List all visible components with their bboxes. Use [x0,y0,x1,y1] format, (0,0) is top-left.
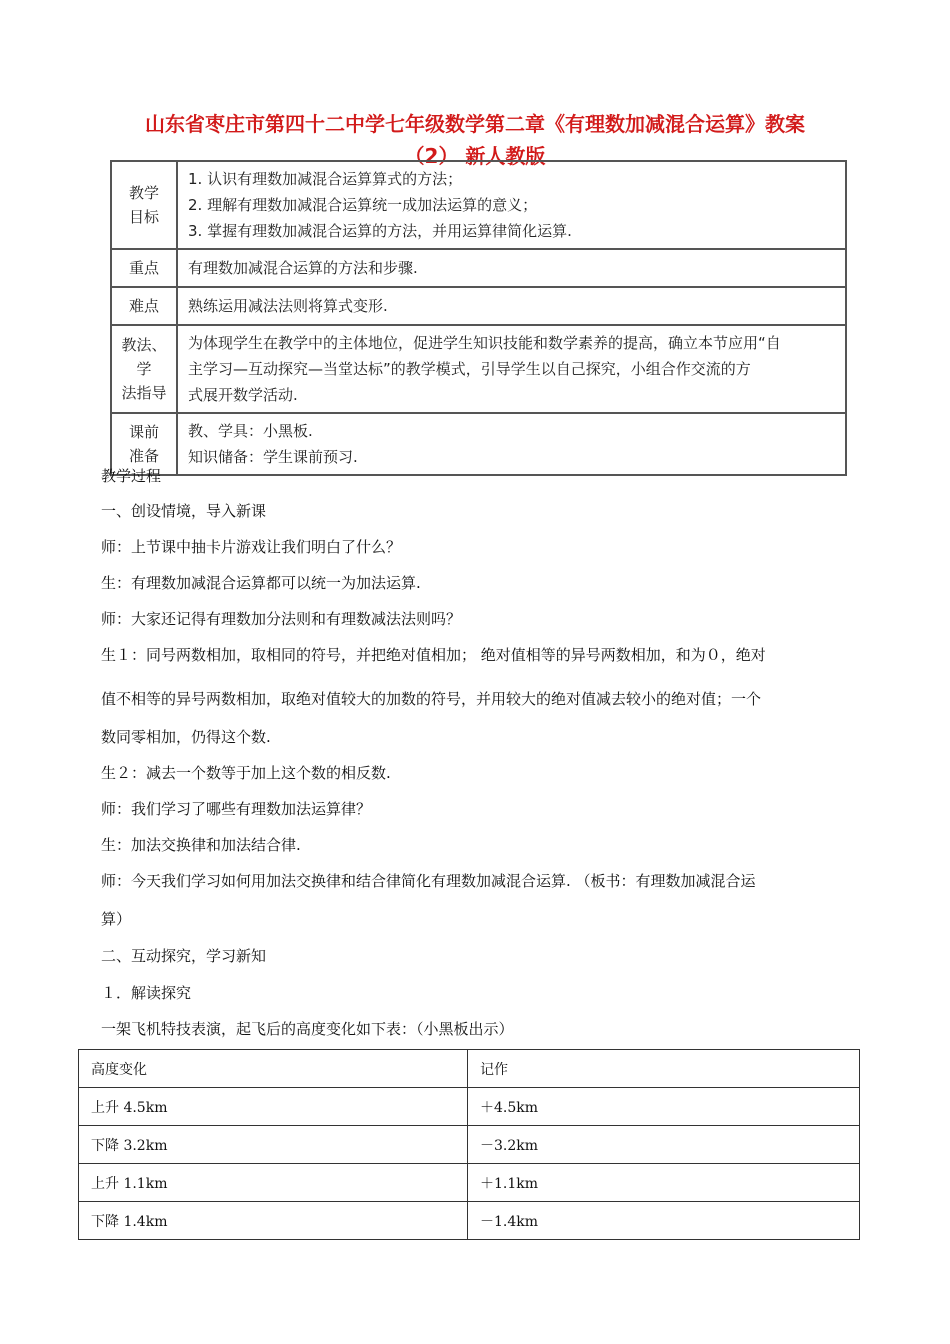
plan-row-label [111,325,177,413]
body-paragraph [101,727,861,747]
paragraph-text: 师：上节课中抽卡片游戏让我们明白了什么？ [101,538,402,556]
body-paragraph [101,645,861,665]
altitude-change-table [78,1049,860,1240]
plan-label-line: 准备 [128,447,159,465]
plan-content-line: 为体现学生在教学中的主体地位，促进学生知识技能和数学素养的提高，确立本节应用“自 [188,334,781,352]
table-header-row [79,1050,860,1088]
body-paragraph [101,946,861,966]
paragraph-text: 教学过程 [101,467,162,485]
body-paragraph [101,983,861,1003]
table-row [79,1202,860,1240]
table-cell: －1.4km [468,1202,860,1240]
paragraph-text: 生：有理数加减混合运算都可以统一为加法运算. [101,574,421,592]
plan-content-line: 知识储备：学生课前预习. [188,448,358,466]
title-line-2: （2） 新人教版 [404,144,546,168]
title-line-1: 山东省枣庄市第四十二中学七年级数学第二章《有理数加减混合运算》教案 [145,112,805,136]
plan-label-line: 教法、学 [121,336,167,378]
table-cell: 下降 3.2km [79,1126,468,1164]
table-row [79,1126,860,1164]
body-paragraph [101,1019,861,1039]
table-cell: 上升 1.1km [79,1164,468,1202]
plan-row-content [177,249,846,287]
plan-label-line: 重点 [128,259,159,277]
plan-row [111,325,846,413]
paragraph-text: 一、创设情境，导入新课 [101,502,267,520]
paragraph-text: 算） [101,910,132,928]
plan-content-line: 3. 掌握有理数加减混合运算的方法，并用运算律简化运算. [188,222,572,240]
body-paragraph [101,537,861,557]
plan-label-line: 目标 [128,208,159,226]
table-row [79,1164,860,1202]
plan-label-line: 教学 [128,184,159,202]
body-paragraph [101,909,861,929]
table-cell: 上升 4.5km [79,1088,468,1126]
body-paragraph [101,501,861,521]
plan-row-label [111,161,177,249]
plan-row-content [177,325,846,413]
body-paragraph [101,689,861,709]
paragraph-text: １．解读探究 [101,984,192,1002]
table-cell: ＋4.5km [468,1088,860,1126]
plan-label-line: 法指导 [121,384,167,402]
paragraph-text: 一架飞机特技表演，起飞后的高度变化如下表：（小黑板出示） [101,1020,514,1038]
plan-row-content [177,161,846,249]
paragraph-text: 生２：减去一个数等于加上这个数的相反数. [101,764,391,782]
plan-row [111,161,846,249]
table-row [79,1088,860,1126]
plan-row-content [177,287,846,325]
paragraph-text: 数同零相加，仍得这个数. [101,728,271,746]
plan-content-line: 有理数加减混合运算的方法和步骤. [188,259,418,277]
plan-content-line: 1. 认识有理数加减混合运算算式的方法； [188,170,463,188]
paragraph-text: 值不相等的异号两数相加，取绝对值较大的加数的符号，并用较大的绝对值减去较小的绝对值；一个 [101,690,762,708]
table-cell: 高度变化 [79,1050,468,1088]
paragraph-text: 师：我们学习了哪些有理数加法运算律？ [101,800,372,818]
plan-row-label [111,287,177,325]
table-cell: 下降 1.4km [79,1202,468,1240]
body-paragraph [101,799,861,819]
paragraph-text: 生１：同号两数相加，取相同的符号，并把绝对值相加； 绝对值相等的异号两数相加，和为０，绝对 [101,646,766,664]
paragraph-text: 生：加法交换律和加法结合律. [101,836,301,854]
lesson-plan-table [110,160,847,476]
plan-content-line: 主学习—互动探究—当堂达标”的教学模式，引导学生以自己探究，小组合作交流的方 [188,360,751,378]
paragraph-text: 师：今天我们学习如何用加法交换律和结合律简化有理数加减混合运算. （板书：有理数加减混合运 [101,872,756,890]
table-cell: －3.2km [468,1126,860,1164]
body-paragraph [101,763,861,783]
paragraph-text: 师：大家还记得有理数加分法则和有理数减法法则吗？ [101,610,462,628]
paragraph-text: 二、互动探究，学习新知 [101,947,267,965]
body-paragraph [101,835,861,855]
body-paragraph [101,871,861,891]
body-paragraph [101,466,861,486]
plan-label-line: 课前 [128,423,159,441]
plan-row [111,287,846,325]
plan-row [111,249,846,287]
body-paragraph [101,609,861,629]
plan-content-line: 式展开数学活动. [188,386,298,404]
plan-content-line: 熟练运用减法法则将算式变形. [188,297,388,315]
plan-content-line: 教、学具：小黑板. [188,422,313,440]
table-cell: ＋1.1km [468,1164,860,1202]
plan-label-line: 难点 [128,297,159,315]
plan-content-line: 2. 理解有理数加减混合运算统一成加法运算的意义； [188,196,538,214]
table-cell: 记作 [468,1050,860,1088]
plan-row-label [111,249,177,287]
body-paragraph [101,573,861,593]
